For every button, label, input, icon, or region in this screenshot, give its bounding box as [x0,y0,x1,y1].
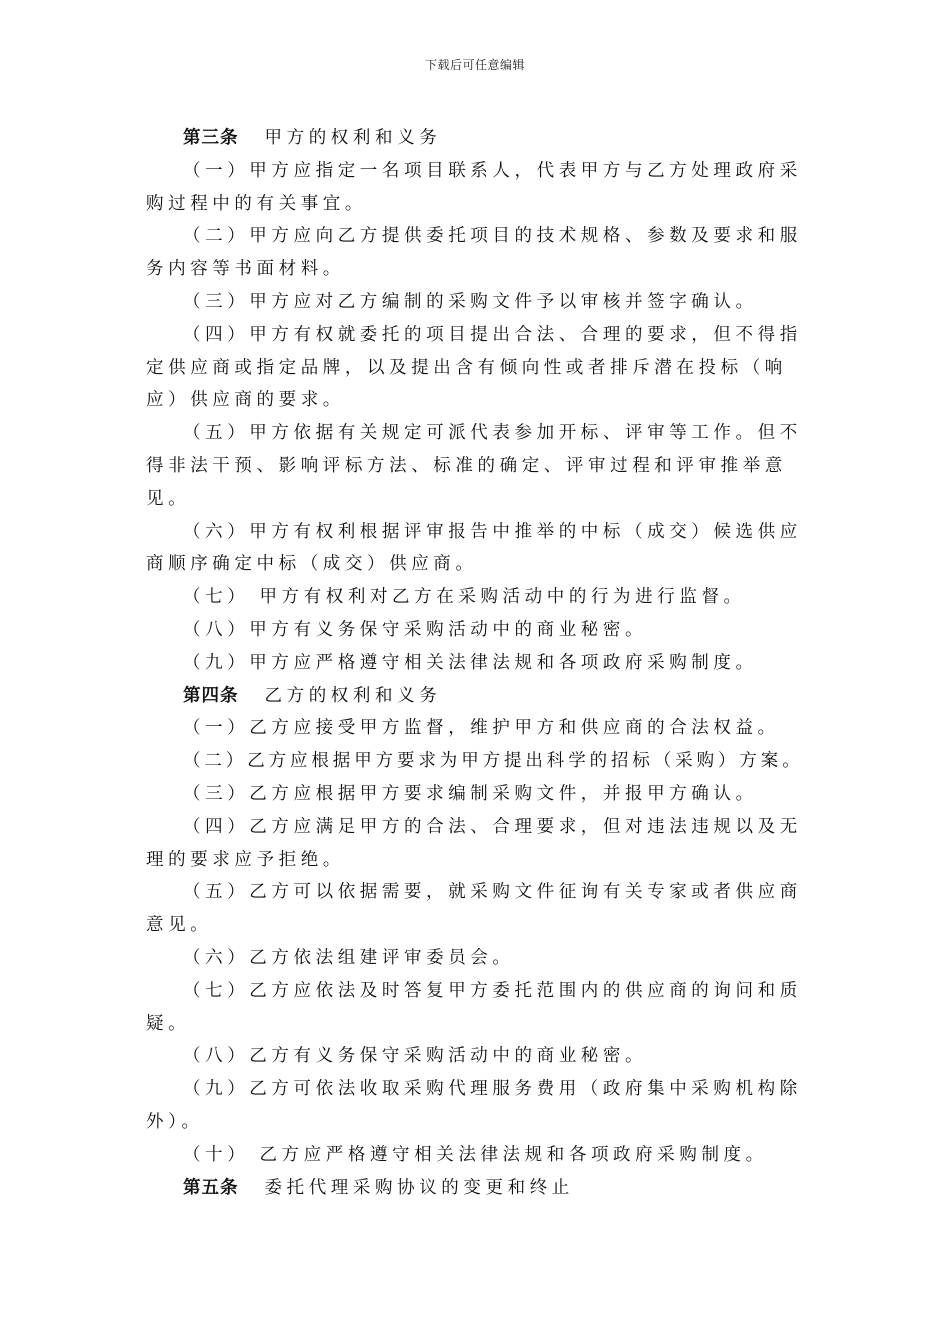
paragraph-line: （六）甲方有权利根据评审报告中推举的中标（成交）候选供应 [183,521,802,542]
paragraph-line: 应）供应商的要求。 [146,390,345,411]
paragraph-line: （四）甲方有权就委托的项目提出合法、合理的要求，但不得指 [183,324,802,345]
paragraph-line: （七） 甲方有权利对乙方在采购活动中的行为进行监督。 [183,587,746,608]
paragraph-line: （五）甲方依据有关规定可派代表参加开标、评审等工作。但不 [183,423,802,444]
paragraph-line: 外）。 [146,1111,204,1132]
paragraph-line: （二）甲方应向乙方提供委托项目的技术规格、参数及要求和服 [183,226,802,247]
paragraph-line: 见。 [146,488,191,509]
section-title: 甲方的权利和义务 [264,128,442,148]
paragraph-line: （十） 乙方应严格遵守相关法律法规和各项政府采购制度。 [183,1144,768,1165]
paragraph-line: （三）甲方应对乙方编制的采购文件予以审核并签字确认。 [183,291,758,312]
paragraph-line: 购过程中的有关事宜。 [146,193,367,214]
paragraph-line: （六）乙方依法组建评审委员会。 [183,947,515,968]
page-header: 下载后可任意编辑 [424,58,525,72]
paragraph-line: 得非法干预、影响评标方法、标准的确定、评审过程和评审推举意 [146,455,787,476]
document-body [146,122,818,1204]
paragraph-line: 商顺序确定中标（成交）供应商。 [146,554,478,575]
section-number: 第三条 [183,128,239,148]
paragraph-line: 务内容等书面材料。 [146,259,345,280]
paragraph-line: （八）甲方有义务保守采购活动中的商业秘密。 [183,619,648,640]
paragraph-line: 疑。 [146,1013,191,1034]
paragraph-line: （五）乙方可以依据需要，就采购文件征询有关专家或者供应商 [183,882,802,903]
section-title: 乙方的权利和义务 [264,685,442,706]
section-number: 第五条 [183,1177,239,1198]
paragraph-line: （一）乙方应接受甲方监督，维护甲方和供应商的合法权益。 [183,718,780,739]
paragraph-line: 理的要求应予拒绝。 [146,849,345,870]
paragraph-line: （九）甲方应严格遵守相关法律法规和各项政府采购制度。 [183,652,758,673]
paragraph-line: （九）乙方可依法收取采购代理服务费用（政府集中采购机构除 [183,1079,802,1100]
paragraph-line: （三）乙方应根据甲方要求编制采购文件，并报甲方确认。 [183,783,758,804]
section-heading-4 [146,680,818,713]
section-heading-5 [146,1172,818,1205]
paragraph-line: （四）乙方应满足甲方的合法、合理要求，但对违法违规以及无 [183,816,802,837]
section-number: 第四条 [183,685,239,706]
section-heading-3 [146,122,818,155]
paragraph-line: 定供应商或指定品牌，以及提出含有倾向性或者排斥潜在投标（响 [146,357,787,378]
paragraph-line: （八）乙方有义务保守采购活动中的商业秘密。 [183,1046,648,1067]
paragraph-line: 意见。 [146,915,213,936]
section-title: 委托代理采购协议的变更和终止 [264,1177,574,1198]
paragraph-line: （七）乙方应依法及时答复甲方委托范围内的供应商的询问和质 [183,980,802,1001]
paragraph-line: （二）乙方应根据甲方要求为甲方提出科学的招标（采购）方案。 [183,751,804,772]
paragraph-line: （一）甲方应指定一名项目联系人，代表甲方与乙方处理政府采 [183,160,802,181]
